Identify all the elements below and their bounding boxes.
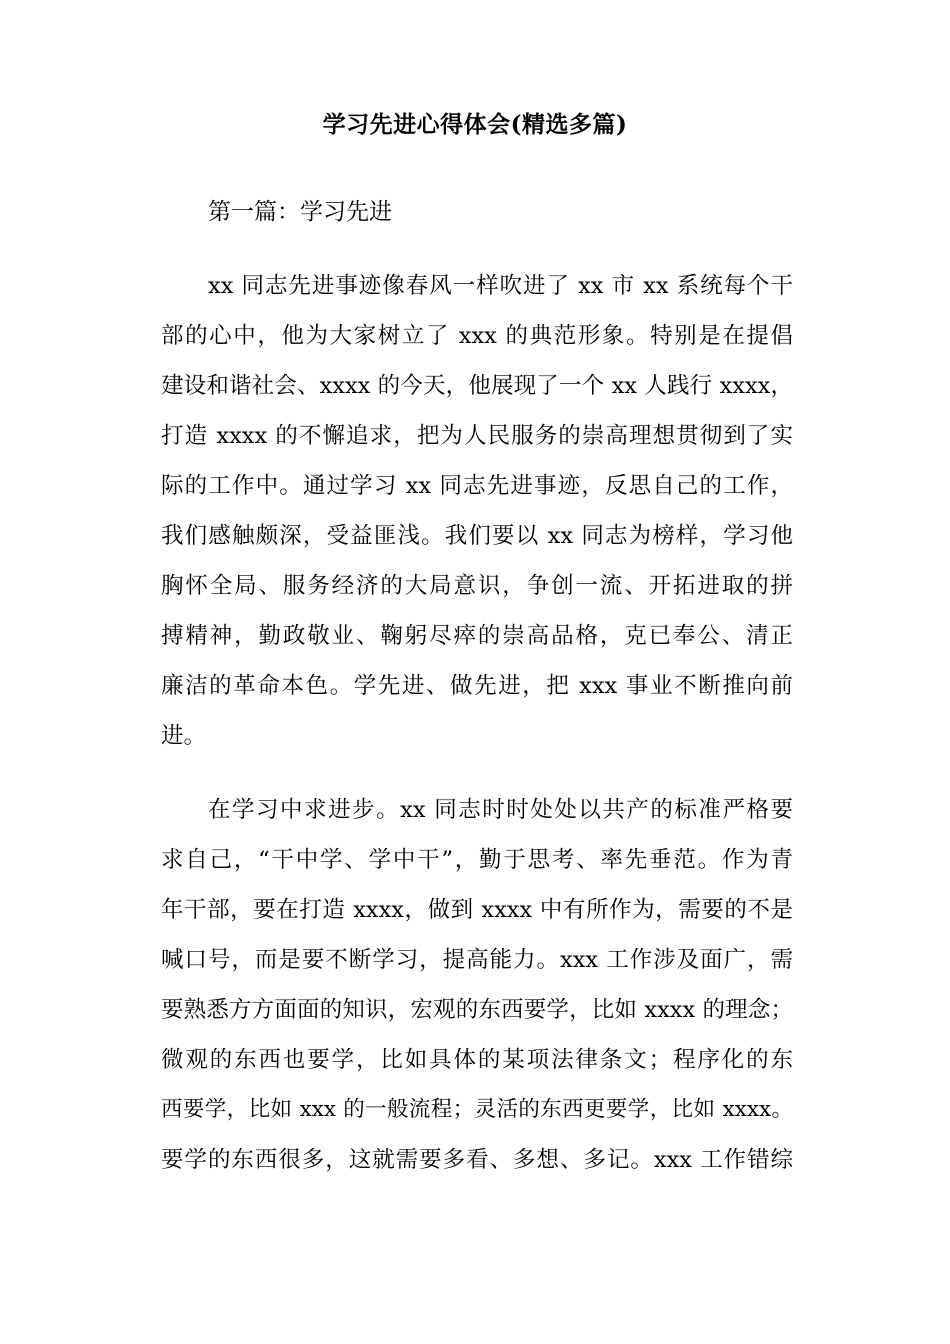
paragraph-line: 西要学，比如 xxx 的一般流程；灵活的东西更要学，比如 xxxx。 [161,1097,793,1122]
paragraph-line: 搏精神，勤政敬业、鞠躬尽瘁的崇高品格，克已奉公、清正 [161,623,793,649]
paragraph-line: xx 同志先进事迹像春风一样吹进了 xx 市 xx 系统每个干 [208,273,793,299]
paragraph-line: 在学习中求进步。xx 同志时时处处以共产的标准严格要 [208,797,793,823]
paragraph-line: 喊口号，而是要不断学习，提高能力。xxx 工作涉及面广，需 [161,947,793,973]
paragraph-line: 要学的东西很多，这就需要多看、多想、多记。xxx 工作错综 [161,1147,793,1173]
paragraph-1 [161,261,793,761]
paragraph-line: 际的工作中。通过学习 xx 同志先进事迹，反思自己的工作， [161,473,793,499]
paragraph-line: 微观的东西也要学，比如具体的某项法律条文；程序化的东 [161,1047,793,1073]
paragraph-line: 我们感触颇深，受益匪浅。我们要以 xx 同志为榜样，学习他 [161,523,793,549]
document-title: 学习先进心得体会(精选多篇) [322,111,628,138]
paragraph-line: 建设和谐社会、xxxx 的今天，他展现了一个 xx 人践行 xxxx， [161,373,793,399]
paragraph-line: 进。 [161,723,207,749]
paragraph-line: 部的心中，他为大家树立了 xxx 的典范形象。特别是在提倡 [161,323,793,349]
paragraph-line: 求自己，“干中学、学中干”，勤于思考、率先垂范。作为青 [161,847,793,873]
paragraph-2 [161,785,793,1185]
paragraph-line: 要熟悉方方面面的知识，宏观的东西要学，比如 xxxx 的理念； [161,997,793,1023]
paragraph-line: 廉洁的革命本色。学先进、做先进，把 xxx 事业不断推向前 [161,673,793,699]
section-heading: 第一篇：学习先进 [208,199,392,225]
paragraph-line: 胸怀全局、服务经济的大局意识，争创一流、开拓进取的拼 [161,573,793,599]
paragraph-line: 打造 xxxx 的不懈追求，把为人民服务的崇高理想贯彻到了实 [161,423,793,449]
paragraph-line: 年干部，要在打造 xxxx，做到 xxxx 中有所作为，需要的不是 [161,897,793,923]
